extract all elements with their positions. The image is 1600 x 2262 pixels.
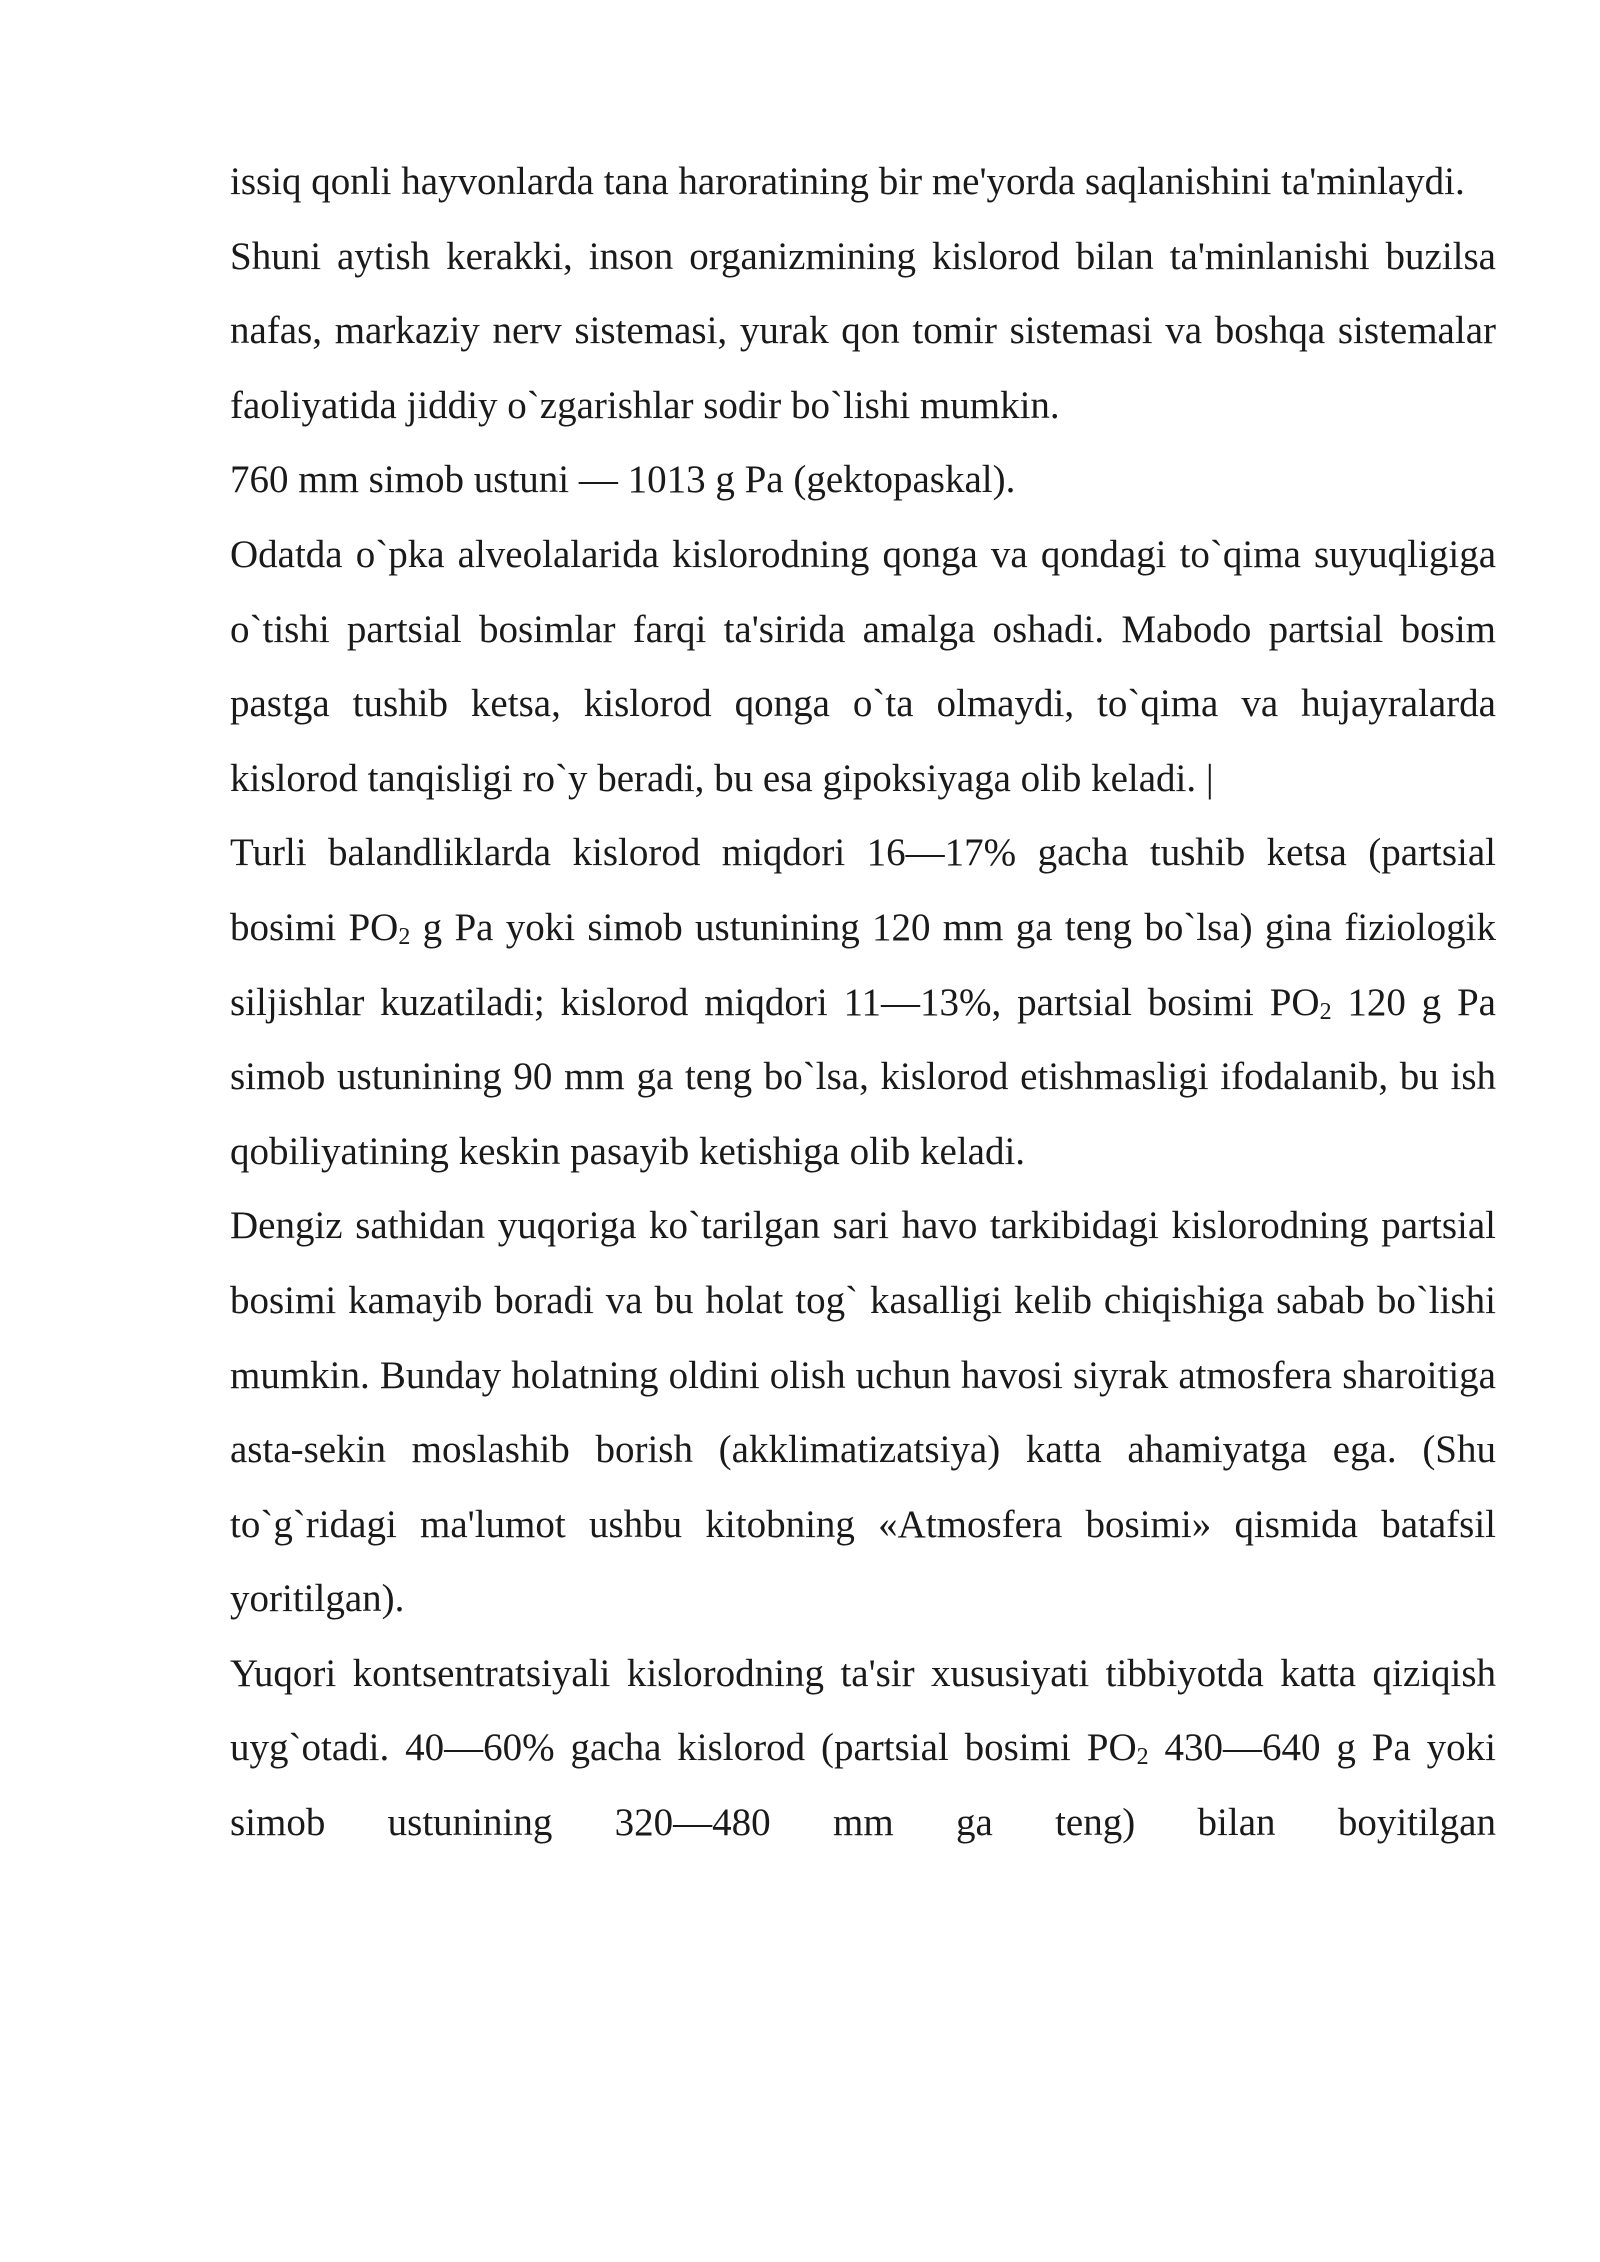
paragraph-p2 [230, 220, 1496, 444]
paragraph-text-segment: 760 mm simob ustuni — 1013 g Pa (gektopaskal). [230, 458, 1016, 502]
paragraph-text-segment: 430—640 g Pa yoki simob ustunining 320—480 mm ga teng) bilan boyitilgan [230, 1726, 1496, 1845]
paragraph-p6 [230, 1189, 1496, 1637]
subscript-2: 2 [398, 923, 411, 950]
document-body-text [230, 145, 1496, 1861]
paragraph-text-segment: Turli balandliklarda kislorod miqdori 16—17% gacha tushib ketsa (partsial bosimi PO [230, 831, 1496, 949]
paragraph-text-segment: Odatda o`pka alveolalarida kislorodning qonga va qondagi to`qima suyuqligiga o`tishi partsial bosimlar farqi ta'sirida amalga oshadi. Mabodo partsial bosim pastga tushib ketsa, kislorod qonga o`ta olmaydi, to`qima va hujayralarda kislorod tanqisligi ro`y beradi, bu esa gipoksiyaga olib keladi. | [230, 532, 1496, 800]
paragraph-text-segment: Shuni aytish kerakki, inson organizmining kislorod bilan ta'minlanishi buzilsa nafas, markaziy nerv sistemasi, yurak qon tomir sistemasi va boshqa sistemalar faoliyatida jiddiy o`zgarishlar sodir bo`lishi mumkin. [230, 234, 1496, 427]
subscript-2: 2 [1136, 1744, 1149, 1771]
subscript-2: 2 [1319, 998, 1332, 1025]
paragraph-p1 [230, 145, 1496, 220]
paragraph-text-segment: g Pa yoki simob ustunining 120 mm ga teng bo`lsa) gina fiziologik siljishlar kuzatiladi; kislorod miqdori 11—13%, partsial bosimi PO [230, 905, 1496, 1024]
paragraph-p5 [230, 816, 1496, 1189]
paragraph-text-segment: Yuqori kontsentratsiyali kislorodning ta'sir xususiyati tibbiyotda katta qiziqish uyg`otadi. 40—60% gacha kislorod (partsial bosimi PO [230, 1651, 1496, 1770]
paragraph-text-segment: 120 g Pa simob ustunining 90 mm ga teng bo`lsa, kislorod etishmasligi ifodalanib, bu ish qobiliyatining keskin pasayib ketishiga olib keladi. [230, 980, 1496, 1173]
paragraph-text-segment: Dengiz sathidan yuqoriga ko`tarilgan sari havo tarkibidagi kislorodning partsial bosimi kamayib boradi va bu holat tog` kasalligi kelib chiqishiga sabab bo`lishi mumkin. Bunday holatning oldini olish uchun havosi siyrak atmosfera sharoitiga asta-sekin moslashib borish (akklimatizatsiya) katta ahamiyatga ega. (Shu to`g`ridagi ma'lumot ushbu kitobning «Atmosfera bosimi» qismida batafsil yoritilgan). [230, 1204, 1496, 1621]
paragraph-p4 [230, 518, 1496, 816]
paragraph-p7 [230, 1637, 1496, 1861]
paragraph-p3 [230, 443, 1496, 518]
paragraph-text-segment: issiq qonli hayvonlarda tana haroratining bir me'yorda saqlanishini ta'minlaydi. [230, 160, 1465, 203]
